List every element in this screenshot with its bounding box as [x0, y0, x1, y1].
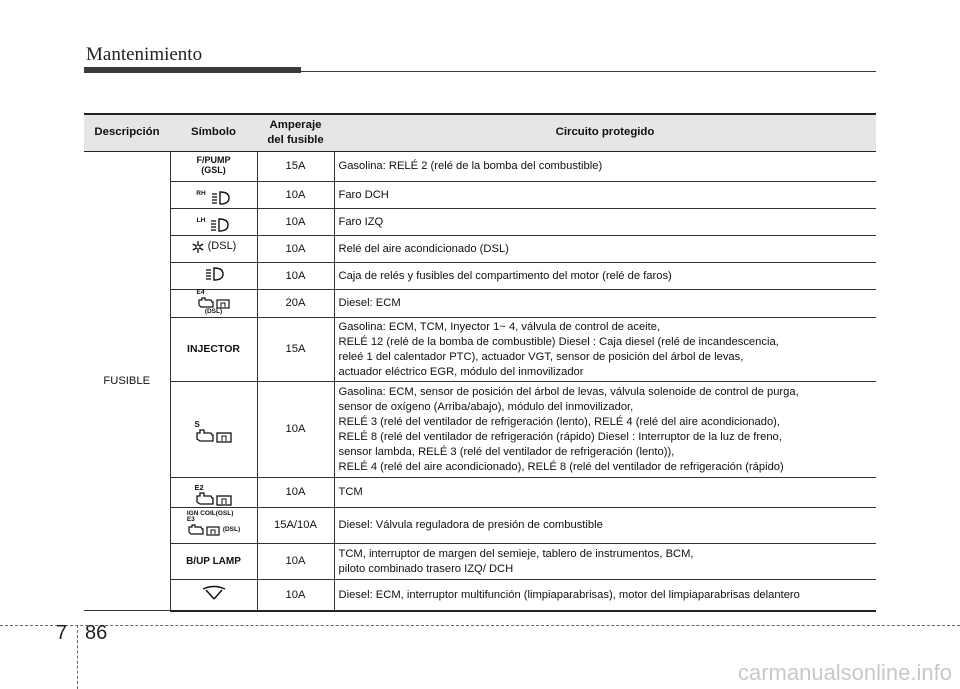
circuit-cell: Faro IZQ	[334, 209, 876, 236]
table-row	[84, 290, 876, 318]
symbol-cell	[170, 580, 257, 611]
amperage-cell: 10A	[257, 182, 334, 209]
snowflake-icon	[191, 240, 205, 254]
table-row	[84, 580, 876, 611]
watermark: carmanualsonline.info	[737, 660, 952, 685]
table-row	[84, 236, 876, 263]
description-cell: FUSIBLE	[84, 152, 170, 611]
circuit-cell: Gasolina: ECM, TCM, Inyector 1~ 4, válvula de control de aceite, RELÉ 12 (relé de la bomba de combustible) Diesel : Caja diesel (relé de incandescencia, releé 1 del calentador PTC), actuador VGT, sensor de posición del árbol de levas, actuador eléctrico EGR, módulo del inmovilizador	[334, 318, 876, 382]
circuit-cell: Faro DCH	[334, 182, 876, 209]
headlamp-icon	[203, 266, 225, 282]
amperage-cell: 10A	[257, 382, 334, 478]
header-rule	[301, 71, 876, 72]
table-row	[84, 318, 876, 382]
engine-fuse-icon	[195, 492, 233, 506]
dsl-sub-label: (DSL)	[204, 307, 223, 315]
amperage-cell: 10A	[257, 544, 334, 580]
s-label: S	[194, 419, 200, 429]
e3-label: E3	[186, 516, 195, 524]
table-row	[84, 508, 876, 544]
section-title: Mantenimiento	[86, 44, 203, 65]
headlamp-icon	[208, 217, 230, 233]
header-description: Descripción	[84, 114, 170, 152]
circuit-cell: TCM, interruptor de margen del semieje, tablero de instrumentos, BCM, piloto combinado trasero IZQ/ DCH	[334, 544, 876, 580]
symbol-cell	[170, 209, 257, 236]
engine-fuse-icon	[187, 524, 221, 536]
amperage-cell: 15A/10A	[257, 508, 334, 544]
circuit-cell: Caja de relés y fusibles del compartimento del motor (relé de faros)	[334, 263, 876, 290]
symbol-cell	[170, 318, 257, 382]
dsl-sub-label: (DSL)	[222, 525, 241, 533]
amperage-cell: 15A	[257, 318, 334, 382]
symbol-cell	[170, 152, 257, 182]
symbol-cell	[170, 236, 257, 263]
table-row	[84, 209, 876, 236]
amperage-cell: 10A	[257, 478, 334, 508]
bup-lamp-label: B/UP LAMP	[186, 556, 241, 568]
footer-divider	[77, 625, 78, 689]
fuse-table	[84, 113, 876, 612]
e2-label: E2	[194, 483, 204, 493]
circuit-cell: TCM	[334, 478, 876, 508]
table-row	[84, 382, 876, 478]
e4-label: E4	[196, 289, 205, 296]
amperage-cell: 10A	[257, 580, 334, 611]
symbol-cell	[170, 382, 257, 478]
fpump-label: F/PUMP (GSL)	[196, 154, 231, 176]
symbol-cell	[170, 263, 257, 290]
symbol-cell	[170, 290, 257, 318]
table-row	[84, 478, 876, 508]
circuit-cell: Gasolina: ECM, sensor de posición del árbol de levas, válvula solenoide de control de purga, sensor de oxígeno (Arriba/abajo), módulo del inmovilizador, RELÉ 3 (relé del ventilador de refrigeración (lento), RELÉ 4 (relé del aire acondicionado), RELÉ 8 (relé del ventilador de refrigeración (rápido) Diesel : Interruptor de la luz de freno, sensor lambda, RELÉ 3 (relé del ventilador de refrigeración (lento)), RELÉ 4 (relé del aire acondicionado), RELÉ 8 (relé del ventilador de refrigeración (rápido)	[334, 382, 876, 478]
circuit-cell: Gasolina: RELÉ 2 (relé de la bomba del combustible)	[334, 152, 876, 182]
circuit-cell: Diesel: ECM, interruptor multifunción (limpiaparabrisas), motor del limpiaparabrisas delantero	[334, 580, 876, 611]
symbol-cell	[170, 182, 257, 209]
amperage-cell: 10A	[257, 236, 334, 263]
dsl-label: (DSL)	[207, 240, 237, 253]
engine-fuse-icon	[197, 297, 231, 309]
section-number: 7	[56, 622, 68, 644]
header-bar	[84, 67, 301, 73]
engine-fuse-icon	[195, 429, 233, 443]
table-row	[84, 544, 876, 580]
ign-coil-label: IGN COIL(GSL)	[186, 509, 234, 517]
symbol-cell	[170, 508, 257, 544]
headlamp-icon	[209, 190, 231, 206]
symbol-cell	[170, 478, 257, 508]
lh-label: LH	[196, 216, 206, 224]
table-row	[84, 182, 876, 209]
amperage-cell: 15A	[257, 152, 334, 182]
page-number: 86	[85, 622, 108, 644]
table-header-row	[84, 114, 876, 152]
wiper-icon	[201, 585, 227, 601]
circuit-cell: Relé del aire acondicionado (DSL)	[334, 236, 876, 263]
table-row	[84, 152, 876, 182]
table-row	[84, 263, 876, 290]
circuit-cell: Diesel: ECM	[334, 290, 876, 318]
injector-label: INJECTOR	[187, 343, 240, 356]
header-amperage: Amperaje del fusible	[257, 114, 334, 152]
footer-rule	[0, 625, 960, 626]
rh-label: RH	[196, 189, 206, 197]
header-circuit: Circuito protegido	[334, 114, 876, 152]
symbol-cell	[170, 544, 257, 580]
amperage-cell: 10A	[257, 263, 334, 290]
circuit-cell: Diesel: Válvula reguladora de presión de combustible	[334, 508, 876, 544]
amperage-cell: 10A	[257, 209, 334, 236]
amperage-cell: 20A	[257, 290, 334, 318]
header-symbol: Símbolo	[170, 114, 257, 152]
